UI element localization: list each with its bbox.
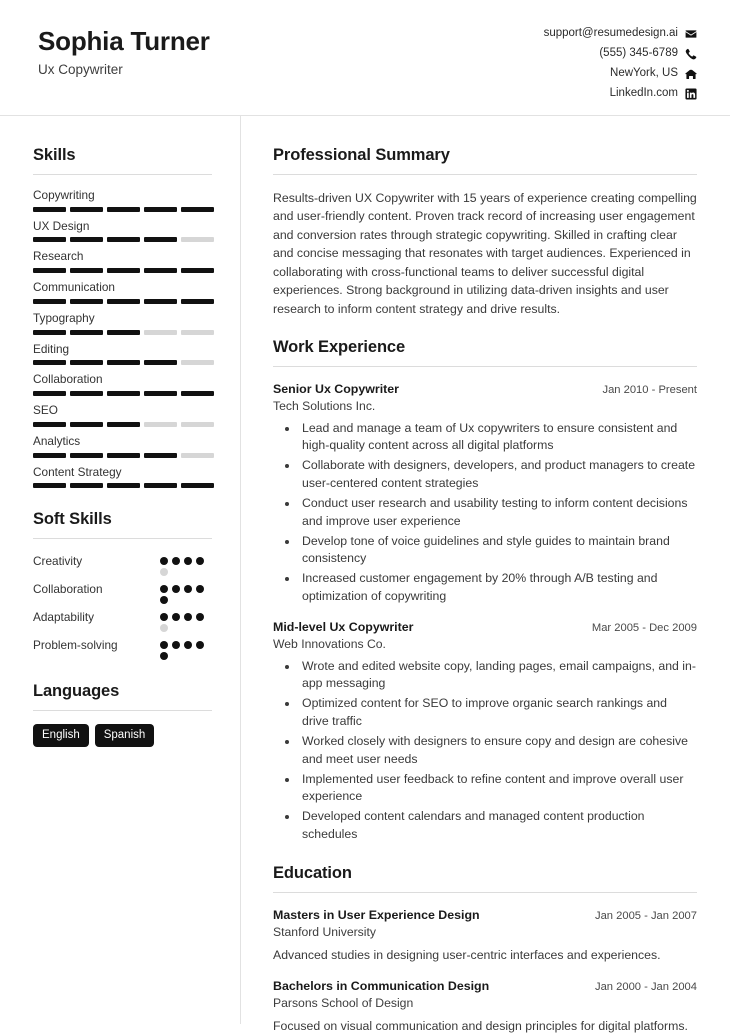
- skill-segment: [33, 207, 66, 212]
- main-column: [241, 116, 730, 1034]
- skill-level-bar: [33, 268, 214, 273]
- work-entry: [273, 619, 697, 844]
- skill-label: Research: [33, 249, 84, 264]
- skill-segment: [70, 268, 103, 273]
- work-bullet: • Implemented user feedback to refine content and improve overall user experience: [299, 771, 697, 807]
- skill-item: [33, 372, 212, 396]
- contact-list: [544, 24, 697, 108]
- skill-segment: [70, 330, 103, 335]
- work-entry: [273, 381, 697, 606]
- contact-text: NewYork, US: [610, 67, 678, 80]
- soft-skill-item: [33, 608, 212, 632]
- languages-divider: [33, 710, 212, 711]
- skill-level-bar: [33, 207, 214, 212]
- summary-section: [273, 146, 697, 318]
- rating-dot: [196, 641, 204, 649]
- skills-heading: Skills: [33, 146, 76, 164]
- skill-segment: [33, 422, 66, 427]
- skill-segment: [107, 207, 140, 212]
- rating-dot: [172, 613, 180, 621]
- skill-item: [33, 249, 212, 273]
- work-role: Senior Ux Copywriter: [273, 382, 399, 397]
- resume-header: [0, 0, 730, 116]
- rating-dot: [196, 585, 204, 593]
- skill-label: UX Design: [33, 218, 90, 233]
- work-bullet: • Increased customer engagement by 20% through A/B testing and optimization of copywriting: [299, 570, 697, 606]
- education-section: [273, 864, 697, 1035]
- skill-label: Analytics: [33, 433, 81, 448]
- contact-item[interactable]: [544, 28, 697, 40]
- education-description: Advanced studies in designing user-centric interfaces and experiences.: [273, 948, 661, 963]
- skill-segment: [33, 483, 66, 488]
- work-date-range: Mar 2005 - Dec 2009: [591, 621, 697, 634]
- skill-segment: [33, 330, 66, 335]
- contact-item[interactable]: [544, 48, 697, 60]
- soft-skill-label: Collaboration: [33, 582, 103, 597]
- soft-skills-divider: [33, 538, 212, 539]
- skill-segment: [70, 237, 103, 242]
- skill-item: [33, 311, 212, 335]
- skill-label: Editing: [33, 341, 70, 356]
- summary-divider: [273, 174, 697, 175]
- contact-item[interactable]: [544, 68, 697, 80]
- work-date-range: Jan 2010 - Present: [602, 384, 697, 397]
- rating-dot: [160, 613, 168, 621]
- work-bullet: • Develop tone of voice guidelines and style guides to maintain brand consistency: [299, 533, 697, 569]
- skill-segment: [144, 360, 177, 365]
- skill-segment: [144, 330, 177, 335]
- work-company: Web Innovations Co.: [273, 637, 386, 652]
- skill-segment: [70, 299, 103, 304]
- skill-segment: [107, 391, 140, 396]
- language-chip: Spanish: [95, 724, 155, 746]
- skill-level-bar: [33, 299, 214, 304]
- education-degree: Masters in User Experience Design: [273, 907, 480, 922]
- work-bullet: • Conduct user research and usability testing to inform content decisions and improve user experience: [299, 495, 697, 531]
- skill-label: Typography: [33, 310, 95, 325]
- skill-level-bar: [33, 237, 214, 242]
- skill-label: Collaboration: [33, 372, 103, 387]
- skill-item: [33, 280, 212, 304]
- skill-segment: [107, 299, 140, 304]
- skill-level-bar: [33, 453, 214, 458]
- skill-label: SEO: [33, 403, 58, 418]
- skill-segment: [107, 483, 140, 488]
- soft-skill-item: [33, 580, 212, 604]
- skills-section: [33, 146, 212, 488]
- skill-segment: [33, 453, 66, 458]
- skill-level-bar: [33, 391, 214, 396]
- education-description: Focused on visual communication and design principles for digital platforms.: [273, 1019, 688, 1034]
- skill-item: [33, 403, 212, 427]
- skill-segment: [181, 299, 214, 304]
- education-school: Stanford University: [273, 924, 376, 939]
- rating-dot: [160, 596, 168, 604]
- skill-segment: [144, 207, 177, 212]
- education-entry-list: [273, 907, 697, 1035]
- skill-segment: [144, 237, 177, 242]
- identity-block: [38, 24, 210, 77]
- rating-dot: [160, 557, 168, 565]
- languages-chip-row: [33, 724, 212, 746]
- soft-skill-rating-dots: [160, 608, 212, 632]
- work-divider: [273, 366, 697, 367]
- soft-skill-label: Creativity: [33, 554, 83, 569]
- soft-skill-item: [33, 636, 212, 660]
- candidate-name: Sophia Turner: [38, 26, 210, 56]
- skill-segment: [181, 237, 214, 242]
- skill-segment: [144, 422, 177, 427]
- skill-segment: [181, 207, 214, 212]
- rating-dot: [184, 557, 192, 565]
- rating-dot: [196, 613, 204, 621]
- skill-label: Content Strategy: [33, 464, 122, 479]
- work-entry-header: [273, 619, 697, 635]
- rating-dot: [160, 652, 168, 660]
- skill-item: [33, 219, 212, 243]
- skill-segment: [107, 268, 140, 273]
- contact-text: (555) 345-6789: [599, 47, 678, 60]
- envelope-icon: [685, 28, 697, 40]
- skill-level-bar: [33, 483, 214, 488]
- work-bullet: • Worked closely with designers to ensure copy and design are cohesive and meet user needs: [299, 733, 697, 769]
- education-date-range: Jan 2005 - Jan 2007: [594, 909, 697, 922]
- work-company: Tech Solutions Inc.: [273, 399, 376, 414]
- skill-segment: [70, 207, 103, 212]
- rating-dot: [172, 641, 180, 649]
- skills-list: [33, 188, 212, 488]
- skill-segment: [181, 360, 214, 365]
- skill-item: [33, 434, 212, 458]
- skill-label: Communication: [33, 280, 115, 295]
- resume-body: [0, 116, 730, 1034]
- skill-segment: [144, 453, 177, 458]
- work-entry-header: [273, 381, 697, 397]
- rating-dot: [184, 641, 192, 649]
- skill-level-bar: [33, 330, 214, 335]
- education-divider: [273, 892, 697, 893]
- skill-segment: [181, 453, 214, 458]
- sidebar: [0, 116, 241, 1024]
- phone-icon: [685, 48, 697, 60]
- skill-segment: [107, 237, 140, 242]
- soft-skill-item: [33, 552, 212, 576]
- soft-skills-list: [33, 552, 212, 660]
- work-bullet: • Optimized content for SEO to improve organic search rankings and drive traffic: [299, 695, 697, 731]
- work-bullet: • Wrote and edited website copy, landing pages, email campaigns, and in-app messaging: [299, 658, 697, 694]
- soft-skill-rating-dots: [160, 552, 212, 576]
- skill-segment: [33, 360, 66, 365]
- skill-segment: [70, 360, 103, 365]
- contact-text: support@resumedesign.ai: [543, 27, 678, 40]
- skill-item: [33, 188, 212, 212]
- languages-section: [33, 682, 212, 746]
- skill-segment: [107, 330, 140, 335]
- education-entry: [273, 978, 697, 1035]
- soft-skill-rating-dots: [160, 636, 212, 660]
- candidate-job-title: Ux Copywriter: [38, 62, 123, 78]
- skill-segment: [107, 422, 140, 427]
- work-entry-list: [273, 381, 697, 844]
- language-chip: English: [33, 724, 89, 746]
- skill-segment: [70, 391, 103, 396]
- languages-heading: Languages: [33, 682, 120, 701]
- education-entry: [273, 907, 697, 965]
- work-role: Mid-level Ux Copywriter: [273, 619, 414, 634]
- skill-level-bar: [33, 360, 214, 365]
- education-school: Parsons School of Design: [273, 995, 414, 1010]
- skill-segment: [70, 422, 103, 427]
- skill-segment: [181, 422, 214, 427]
- rating-dot: [196, 557, 204, 565]
- linkedin-icon: [685, 88, 697, 100]
- skills-divider: [33, 174, 212, 175]
- work-bullet: • Lead and manage a team of Ux copywriters to ensure consistent and high-quality content across all digital platforms: [299, 420, 697, 456]
- education-degree: Bachelors in Communication Design: [273, 978, 490, 993]
- rating-dot: [184, 585, 192, 593]
- soft-skills-section: [33, 510, 212, 660]
- rating-dot: [184, 613, 192, 621]
- skill-segment: [70, 483, 103, 488]
- soft-skill-label: Problem-solving: [33, 638, 118, 653]
- work-heading: Work Experience: [273, 338, 406, 357]
- skill-segment: [181, 268, 214, 273]
- rating-dot: [160, 568, 168, 576]
- skill-segment: [33, 299, 66, 304]
- rating-dot: [172, 585, 180, 593]
- skill-segment: [33, 268, 66, 273]
- contact-text: LinkedIn.com: [609, 87, 678, 100]
- soft-skill-rating-dots: [160, 580, 212, 604]
- rating-dot: [160, 641, 168, 649]
- skill-segment: [33, 237, 66, 242]
- education-heading: Education: [273, 863, 352, 882]
- skill-level-bar: [33, 422, 214, 427]
- skill-segment: [181, 483, 214, 488]
- work-bullet: • Developed content calendars and managed content production schedules: [299, 808, 697, 844]
- skill-segment: [107, 453, 140, 458]
- summary-heading: Professional Summary: [273, 146, 450, 164]
- skill-segment: [144, 268, 177, 273]
- skill-item: [33, 465, 212, 489]
- summary-text: Results-driven UX Copywriter with 15 years of experience creating compelling and user-friendly content. Proven track record of increasing user engagement and conversion rates through strategic copywriting. Skilled in crafting clear and concise messaging that resonates with target audiences. Experienced in collaborating with cross-functional teams to deliver successful digital experiences. Strong background in utilizing data-driven insights and user research to inform content strategy and drive results.: [273, 191, 697, 316]
- skill-segment: [144, 483, 177, 488]
- skill-segment: [144, 391, 177, 396]
- skill-segment: [70, 453, 103, 458]
- soft-skill-label: Adaptability: [33, 610, 94, 625]
- education-entry-header: [273, 907, 697, 923]
- skill-item: [33, 342, 212, 366]
- soft-skills-heading: Soft Skills: [33, 510, 112, 529]
- work-bullet-list: [273, 658, 697, 844]
- rating-dot: [160, 624, 168, 632]
- education-date-range: Jan 2000 - Jan 2004: [594, 980, 697, 993]
- work-section: [273, 338, 697, 844]
- skill-segment: [181, 391, 214, 396]
- rating-dot: [160, 585, 168, 593]
- home-icon: [685, 68, 697, 80]
- rating-dot: [172, 557, 180, 565]
- contact-item[interactable]: [544, 88, 697, 100]
- education-entry-header: [273, 978, 697, 994]
- work-bullet-list: [273, 420, 697, 606]
- skill-segment: [107, 360, 140, 365]
- skill-label: Copywriting: [33, 188, 95, 202]
- skill-segment: [33, 391, 66, 396]
- skill-segment: [181, 330, 214, 335]
- work-bullet: • Collaborate with designers, developers, and product managers to create user-centered content strategies: [299, 457, 697, 493]
- skill-segment: [144, 299, 177, 304]
